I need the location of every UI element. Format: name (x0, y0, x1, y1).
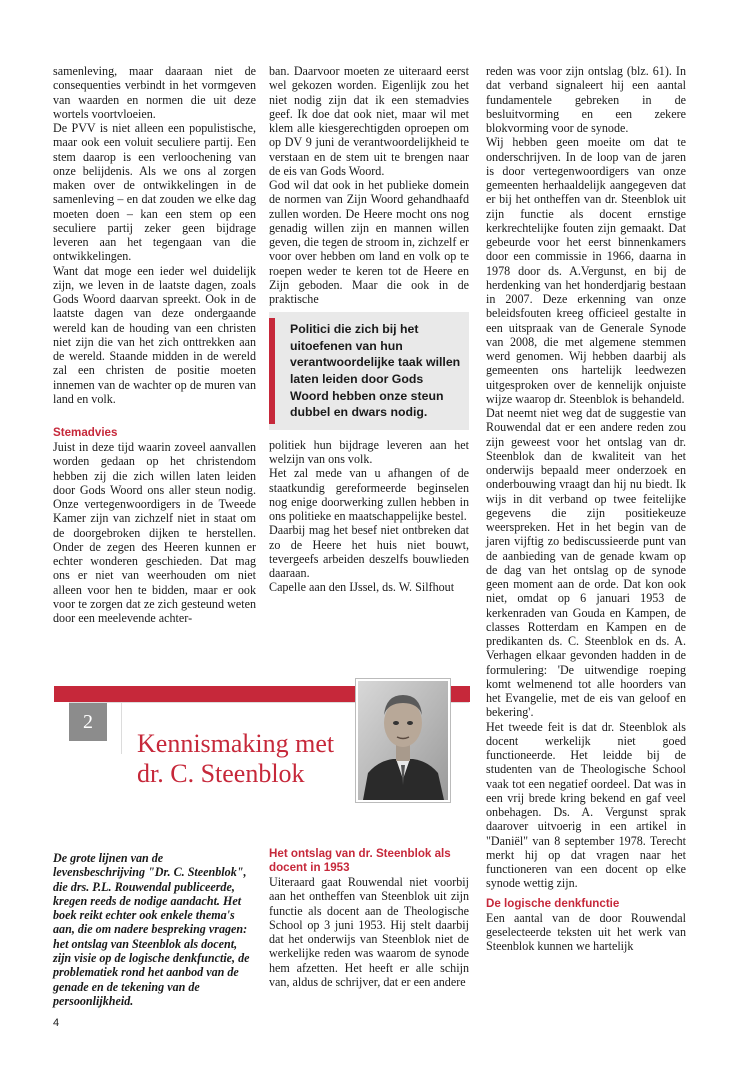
paragraph: Dat neemt niet weg dat de suggestie van Rouwendal dat er een andere reden zou zijn geweest voor het ontslag van dr. Steenblok dan de kwaliteit van het onderwijs bepaald meer onderzoek en onderbouwing vraagt dan hij nu biedt. Ik wijs in dit verband op twee feitelijke gegevens die zijn positiekeuze weerspreken. Het in het begin van de jaren vijftig zo bediscussieerde punt van de aanbieding van de genade kwam op de dag van het ontslag op de synode geen moment aan de orde. Dat kon ook niet, omdat op 6 januari 1953 de kerkenraden van Gouda en Kampen, de classes Rotterdam en Kampen en de predikanten ds. C. Steenblok en ds. A. Verhagen elkaar gevonden hadden in de formulering: 'De uitwendige roeping komt welmenend tot alle hoorders van het Evangelie, met de eis van geloof en bekering'. (486, 406, 686, 720)
section-heading-ontslag: Het ontslag van dr. Steenblok als docent in 1953 (269, 847, 451, 874)
paragraph: Want dat moge een ieder wel duidelijk zijn, we leven in de laatste dagen, zoals Gods Woord daarvan spreekt. Ook in de laatste dagen van deze ondergaande wereld kan de houding van een christen niet zijn die van het zich onttrekken aan de wereld. Staande midden in de wereld zal een christen de positie moeten innemen van de wachter op de muren van land en volk. (53, 263, 256, 406)
paragraph: Wij hebben geen moeite om dat te onderschrijven. In de loop van de jaren is door vertegenwoordigers van onze gemeenten herhaaldelijk aangegeven dat er bij het ontheffen van dr. Steenblok uit zijn functie als docent ernstige kerkrechtelijke fouten zijn gemaakt. Dat gebeurde voor het eerst binnenkamers door een commissie in 1966, daarna in 1978 door ds. A.Vergunst, en bij de herdenking van het honderdjarig bestaan in 2007. Deze erkenning van onze beleidsfouten kreeg officieel gestalte in een uitspraak van de Generale Synode van 2008, die met algemene stemmen werd genomen. Wij hebben daarbij als gemeenten ons hartelijk leedwezen uitgesproken over de kennelijk onjuiste wijze waarop dr. Steenblok is behandeld. (486, 135, 686, 406)
paragraph: reden was voor zijn ontslag (blz. 61). In dat verband signaleert hij een aantal fundamentele gebreken in de besluitvorming en een zekere blokvorming voor de synode. (486, 64, 686, 135)
paragraph: Het tweede feit is dat dr. Steenblok als docent werkelijk niet goed functioneerde. Het leidde bij de studenten van de Theologische School vaak tot een negatief oordeel. Dat was in een vrij brede kring bekend en gaf veel onbehagen. Ds. A. Vergunst sprak daarover uitvoerig in een artikel in "Daniël" van 8 september 1978. Terecht merkt hij op dat vragen naar het functioneren van een docent op elke synode wettig zijn. (486, 719, 686, 891)
portrait-photo (356, 679, 450, 802)
paragraph: Juist in deze tijd waarin zoveel aanvallen worden gedaan op het christendom hebben zij die zich willen laten leiden door Gods Woord ons aller steun nodig. Onze vertegenwoordigers in de Tweede Kamer zijn van zichzelf niet in staat om de doorgebroken dijken te herstellen. Onder de zegen des Heeren kunnen er echter wonderen geschieden. Dat mag ons er niet van weerhouden om niet alleen voor hen te bidden, maar er ook voor te zorgen dat ze zich gesteund weten door een meelevende achter- (53, 440, 256, 625)
column-right (486, 64, 686, 953)
portrait-illustration (358, 681, 448, 800)
pull-quote-bar (269, 318, 275, 424)
column-middle (269, 64, 469, 595)
paragraph: God wil dat ook in het publieke domein de normen van Zijn Woord gehandhaafd zullen worden. De Heere mocht ons nog genadig willen zijn en mannen willen geven, die tegen de stroom in, zichzelf er voor over hebben om land en volk op te roepen weder te keren tot de Heere en Zijn geboden. Maar die ook in de praktische (269, 178, 469, 306)
column-middle-lower (269, 847, 469, 989)
page-number: 4 (53, 1017, 60, 1029)
divider (121, 702, 122, 754)
signature: Capelle aan den IJssel, ds. W. Silfhout (269, 580, 455, 595)
article-title: Kennismaking met dr. C. Steenblok (137, 729, 335, 788)
paragraph: samenleving, maar daaraan niet de consequenties verbindt in het vormgeven van waarden en normen die uit deze wortels voortvloeien. (53, 64, 256, 121)
paragraph: De PVV is niet alleen een populistische, maar ook een voluit seculiere partij. Een stem daarop is een verloochening van onze belijdenis. Als we ons al zorgen maken over de ontwikkelingen in de samenleving – en dat zouden we elke dag moeten doen – kan een stem op een seculiere partij zeker geen bijdrage leveren aan het tegengaan van die ontwikkelingen. (53, 121, 256, 264)
paragraph: Uiteraard gaat Rouwendal niet voorbij aan het ontheffen van Steenblok uit zijn functie als docent aan de Theologische School op 3 juni 1953. Hij stelt daarbij dat het onderwijs van Steenblok niet de werkelijke reden was waarom de synode hem afzetten. Het heeft er alle schijn van, aldus de schrijver, dat er een andere (269, 875, 469, 989)
pull-quote (269, 312, 469, 430)
section-heading-stemadvies: Stemadvies (53, 426, 118, 439)
paragraph: Daarbij mag het besef niet ontbreken dat zo de Heere het huis niet bouwt, tevergeefs arbeiden deszelfs bouwlieden daaraan. (269, 523, 469, 581)
pull-quote-text: Politici die zich bij het uitoefenen van hun verantwoordelijke taak willen laten leiden door Gods Woord hebben onze steun dubbel en dwars nodig. (290, 322, 461, 420)
article-number: 2 (69, 703, 107, 741)
paragraph: Een aantal van de door Rouwendal geselecteerde teksten uit het werk van Steenblok kunnen we hartelijk (486, 910, 686, 953)
paragraph: Het zal mede van u afhangen of de staatkundig gereformeerde beginselen nog enige doorwerking zullen hebben in ons politieke en maatschappelijke bestel. (269, 466, 469, 524)
column-left (53, 64, 256, 625)
article-intro: De grote lijnen van de levensbeschrijving "Dr. C. Steenblok", die drs. P.L. Rouwendal publiceerde, kregen reeds de nodige aandacht. Het boek reikt echter ook enkele thema's aan, die om nadere bespreking vragen: het ontslag van Steenblok als docent, zijn visie op de logische denkfunctie, de problematiek rond het aanbod van de genade en de tekening van de persoonlijkheid. (53, 851, 250, 1008)
paragraph: ban. Daarvoor moeten ze uiteraard eerst wel gekozen worden. Eigenlijk zou het niet nodig zijn dat ik een stemadvies geef. Ik doe dat ook niet, maar wil met klem alle kiesgerechtigden oproepen om op DV 9 juni de verantwoordelijkheid te verstaan en de stem uit te brengen naar de eis van Gods Woord. (269, 64, 469, 178)
paragraph: politiek hun bijdrage leveren aan het welzijn van ons volk. (269, 437, 469, 467)
section-heading-logische-denkfunctie: De logische denkfunctie (486, 896, 620, 910)
